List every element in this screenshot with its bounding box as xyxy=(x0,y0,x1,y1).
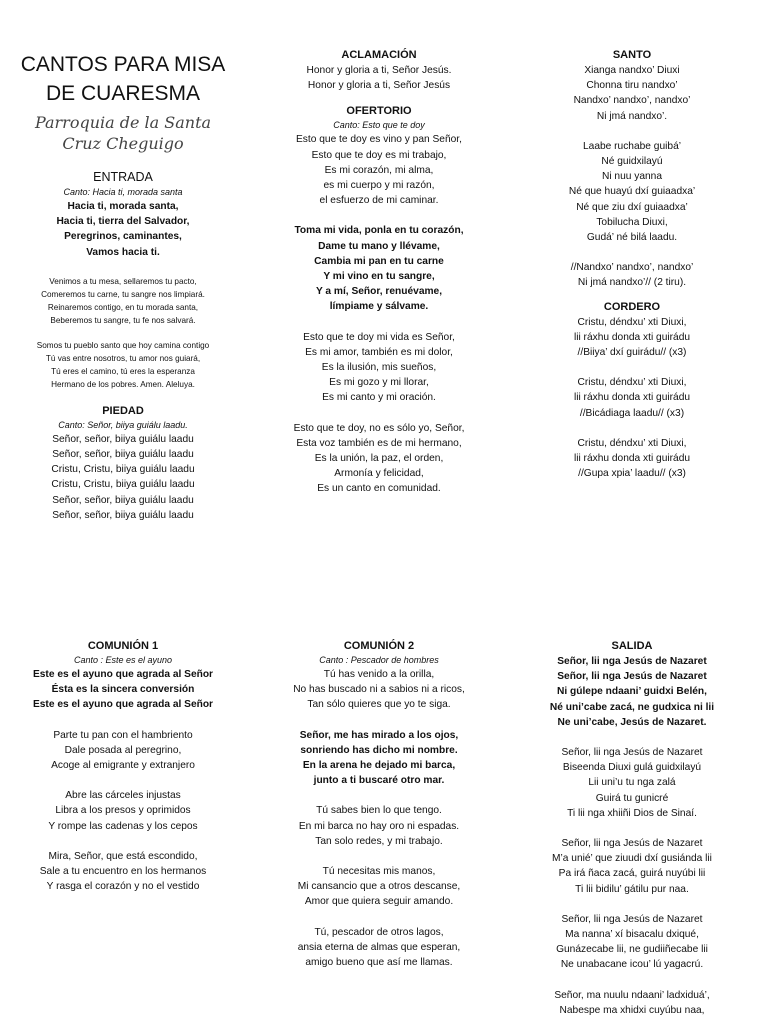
spacer xyxy=(4,713,242,728)
chorus-line: junto a ti buscaré otro mar. xyxy=(313,775,445,787)
section-title: OFERTORIO xyxy=(346,105,412,118)
verse-line: Esto que te doy, no es sólo yo, Señor, xyxy=(293,422,465,434)
verse-line: Biseenda Diuxi gulá guidxilayú xyxy=(562,762,702,774)
verse-line: Tan sólo quieres que yo te siga. xyxy=(307,699,451,711)
verse-line: M’a unié’ que ziuudi dxí gusiánda lii xyxy=(552,853,712,865)
chorus-line: Peregrinos, caminantes, xyxy=(64,231,182,243)
chorus-line: Hacia ti, tierra del Salvador, xyxy=(56,216,190,228)
verse-line: Tan solo redes, y mi trabajo. xyxy=(315,835,443,847)
verse-line: Esto que te doy es mi trabajo, xyxy=(311,149,447,161)
column-middle-bottom xyxy=(262,638,496,970)
verse-line: Es un canto en comunidad. xyxy=(317,483,441,495)
chorus-line: Señor, lii nga Jesús de Nazaret xyxy=(557,656,707,667)
chorus-line: Este es el ayuno que agrada al Señor xyxy=(32,699,214,711)
spacer xyxy=(4,834,242,849)
verse-line: Ni jmá nandxo’. xyxy=(596,110,668,122)
section-title: CORDERO xyxy=(603,300,661,313)
verse-line: Nandxo’ nandxo’, nandxo’ xyxy=(573,95,691,107)
verse-line: Esto que te doy es vino y pan Señor, xyxy=(296,134,462,146)
verse-line: Né que huayú dxí guiaadxa’ xyxy=(568,186,696,198)
verse-line: Es la unión, la paz, el orden, xyxy=(314,453,444,465)
verse-line: Reinaremos contigo, en tu morada santa, xyxy=(47,302,199,312)
verse-line: Honor y gloria a ti, Señor Jesús xyxy=(307,80,451,92)
section-title: ENTRADA xyxy=(93,170,153,184)
verse-line: Nabespe ma xhidxi cuyúbu naa, xyxy=(559,1004,705,1016)
verse-line: Ti lii bidilu’ gátilu pur naa. xyxy=(575,883,689,895)
verse-line: Tú eres el camino, tú eres la esperanza xyxy=(51,366,195,376)
verse-line: Tobilucha Diuxi, xyxy=(596,216,668,228)
chorus-line: límpiame y sálvame. xyxy=(329,301,429,313)
verse-line: Somos tu pueblo santo que hoy camina contigo xyxy=(36,340,210,350)
verse-line: Señor, ma nuulu ndaani’ ladxiduá’, xyxy=(554,989,710,1001)
verse-line: Esto que te doy mi vida es Señor, xyxy=(303,331,455,343)
verse-line: Ni jmá nandxo’// (2 tiru). xyxy=(577,277,687,289)
verse-line: Né guidxilayú xyxy=(601,156,663,168)
spacer xyxy=(512,124,752,139)
song-caption: Canto: Esto que te doy xyxy=(333,120,425,131)
chorus-line: sonriendo has dicho mi nombre. xyxy=(300,744,458,756)
spacer xyxy=(512,821,752,836)
verse-line: Señor, lii nga Jesús de Nazaret xyxy=(561,838,703,850)
spacer xyxy=(512,245,752,260)
verse-line: Parte tu pan con el hambriento xyxy=(53,729,193,741)
song-caption: Canto: Señor, biiya guiálu laadu. xyxy=(58,419,188,430)
verse-line: Tú necesitas mis manos, xyxy=(322,866,436,878)
title-line: DE CUARESMA xyxy=(45,82,201,105)
verse-line: Chonna tiru nandxo’ xyxy=(586,80,678,92)
verse-line: Señor, señor, biiya guiálu laadu xyxy=(52,449,194,461)
parish-name xyxy=(4,112,242,154)
verse-line: Ni nuu yanna xyxy=(601,171,663,183)
verse-line: En mi barca no hay oro ni espadas. xyxy=(298,820,460,832)
column-right xyxy=(512,47,752,481)
verse-line: Gudá’ né bilá laadu. xyxy=(586,232,678,244)
verse-line: Ne unabacane icou’ lú yagacrú. xyxy=(560,959,704,971)
verse-line: ansia eterna de almas que esperan, xyxy=(297,941,461,953)
verse-line: Venimos a tu mesa, sellaremos tu pacto, xyxy=(49,276,197,286)
column-middle xyxy=(262,47,496,497)
chorus-line: En la arena he dejado mi barca, xyxy=(302,760,456,772)
verse-line: //Gupa xpia’ laadu// (x3) xyxy=(578,468,686,480)
chorus-line: Ésta es la sincera conversión xyxy=(51,684,195,696)
verse-line: Tú sabes bien lo que tengo. xyxy=(316,805,442,817)
verse-line: Pa irá ñaca zacá, guirá nuyúbi lii xyxy=(558,868,706,880)
verse-line: Amor que quiera seguir amando. xyxy=(304,896,454,908)
verse-line: Es mi corazón, mi alma, xyxy=(324,164,434,176)
section-santo xyxy=(512,47,752,291)
verse-line: Mi cansancio que a otros descanse, xyxy=(297,881,461,893)
song-caption: Canto : Este es el ayuno xyxy=(73,655,173,665)
verse-line: Ti lii nga xhiiñi Dios de Sinaí. xyxy=(567,807,697,819)
verse-line: Dale posada al peregrino, xyxy=(64,744,182,756)
page-title xyxy=(4,50,242,108)
verse-line: Cristu, Cristu, biiya guiálu laadu xyxy=(51,479,195,491)
verse-line: el esfuerzo de mi caminar. xyxy=(319,195,439,207)
verse-line: Señor, señor, biiya guiálu laadu xyxy=(52,433,194,445)
verse-line: Tú vas entre nosotros, tu amor nos guiará, xyxy=(45,353,201,363)
spacer xyxy=(4,260,242,275)
verse-line: Es mi canto y mi oración. xyxy=(322,392,436,404)
verse-line: Hermano de los pobres. Amen. Aleluya. xyxy=(51,379,195,389)
verse-line: Beberemos tu sangre, tu fe nos salvará. xyxy=(50,315,196,325)
chorus-line: Ni gúlepe ndaani’ guidxi Belén, xyxy=(556,686,707,698)
verse-line: Señor, señor, biiya guiálu laadu xyxy=(52,494,194,506)
verse-line: //Bicádiaga laadu// (x3) xyxy=(579,407,685,419)
parish-line: Parroquia de la Santa xyxy=(34,113,212,132)
verse-line: Abre las cárceles injustas xyxy=(65,790,181,802)
section-title: COMUNIÓN 2 xyxy=(343,640,415,652)
spacer xyxy=(262,406,496,421)
verse-line: Gunázecabe lii, ne gudiiñecabe lii xyxy=(556,944,708,956)
verse-line: Tú, pescador de otros lagos, xyxy=(314,926,444,938)
verse-line: es mi cuerpo y mi razón, xyxy=(323,180,435,192)
section-title: SANTO xyxy=(612,49,652,61)
section-entrada xyxy=(4,168,242,391)
verse-line: lii ráxhu donda xti guirádu xyxy=(573,392,691,404)
verse-line: Esta voz también es de mi hermano, xyxy=(296,437,462,449)
spacer xyxy=(512,421,752,436)
column-left-bottom xyxy=(4,638,242,894)
section-title: ACLAMACIÓN xyxy=(341,49,417,61)
verse-line: Ma nanna’ xí bisacalu dxiqué, xyxy=(565,929,699,941)
verse-line: Sale a tu encuentro en los hermanos xyxy=(39,866,207,878)
verse-line: Cristu, déndxu’ xti Diuxi, xyxy=(577,377,687,389)
verse-line: Honor y gloria a ti, Señor Jesús. xyxy=(306,65,452,76)
section-comunion-1 xyxy=(4,638,242,894)
verse-line: Mira, Señor, que está escondido, xyxy=(48,850,198,862)
verse-line: lii ráxhu donda xti guirádu xyxy=(573,453,691,465)
verse-line: Xianga nandxo’ Diuxi xyxy=(584,65,680,76)
song-caption: Canto : Pescador de hombres xyxy=(319,655,439,665)
verse-line: Es la ilusión, mis sueños, xyxy=(321,362,437,374)
verse-line: Tú has venido a la orilla, xyxy=(323,669,435,680)
verse-line: Es mi gozo y mi llorar, xyxy=(329,377,429,389)
spacer xyxy=(4,327,242,339)
verse-line: Cristu, déndxu’ xti Diuxi, xyxy=(577,316,687,328)
verse-line: Armonía y felicidad, xyxy=(334,468,424,480)
verse-line: Es mi amor, también es mi dolor, xyxy=(305,346,453,358)
verse-line: Cristu, déndxu’ xti Diuxi, xyxy=(577,437,687,449)
column-right-bottom xyxy=(512,638,752,1018)
verse-line: amigo bueno que así me llamas. xyxy=(305,957,453,969)
section-salida xyxy=(512,638,752,1018)
chorus-line: Né uni’cabe zacá, ne gudxica ni lii xyxy=(549,701,715,713)
chorus-line: Señor, me has mirado a los ojos, xyxy=(299,729,459,741)
verse-line: Y rompe las cadenas y los cepos xyxy=(48,820,198,832)
chorus-line: Y mi vino en tu sangre, xyxy=(323,271,435,283)
title-line: CANTOS PARA MISA xyxy=(20,53,226,76)
song-caption: Canto: Hacia ti, morada santa xyxy=(63,187,183,197)
chorus-line: Y a mí, Señor, renuévame, xyxy=(315,286,443,298)
spacer xyxy=(262,713,496,728)
verse-line: Guirá tu gunicré xyxy=(595,792,669,804)
verse-line: No has buscado ni a sabios ni a ricos, xyxy=(293,684,465,696)
verse-line: Cristu, Cristu, biiya guiálu laadu xyxy=(51,464,195,476)
section-aclamacion xyxy=(262,47,496,93)
verse-line: Né que ziu dxí guiaadxa’ xyxy=(576,201,688,213)
chorus-line: Este es el ayuno que agrada al Señor xyxy=(32,669,214,680)
spacer xyxy=(512,973,752,988)
verse-line: Comeremos tu carne, tu sangre nos limpiará. xyxy=(41,289,205,299)
chorus-line: Vamos hacia ti. xyxy=(86,246,160,258)
chorus-line: Dame tu mano y llévame, xyxy=(318,240,440,252)
spacer xyxy=(512,730,752,745)
verse-line: Libra a los presos y oprimidos xyxy=(55,805,191,817)
chorus-line: Señor, lii nga Jesús de Nazaret xyxy=(557,671,707,683)
verse-line: Acoge al emigrante y extranjero xyxy=(51,760,195,772)
spacer xyxy=(262,208,496,223)
section-title: COMUNIÓN 1 xyxy=(87,640,159,652)
verse-line: Y rasga el corazón y no el vestido xyxy=(46,881,200,893)
chorus-line: Hacia ti, morada santa, xyxy=(67,201,179,212)
parish-line: Cruz Cheguigo xyxy=(62,134,184,153)
chorus-line: Ne uni’cabe, Jesús de Nazaret. xyxy=(557,716,707,728)
section-ofertorio xyxy=(262,103,496,496)
spacer xyxy=(262,788,496,803)
verse-line: //Biiya’ dxí guirádu// (x3) xyxy=(577,347,687,359)
chorus-line: Toma mi vida, ponla en tu corazón, xyxy=(294,225,464,237)
spacer xyxy=(4,773,242,788)
column-left xyxy=(4,50,242,523)
verse-line: Señor, señor, biiya guiálu laadu xyxy=(52,509,194,521)
chorus-line: Cambia mi pan en tu carne xyxy=(314,255,444,267)
verse-line: //Nandxo’ nandxo’, nandxo’ xyxy=(570,262,694,274)
section-cordero xyxy=(512,299,752,482)
spacer xyxy=(262,849,496,864)
verse-line: lii ráxhu donda xti guirádu xyxy=(573,331,691,343)
verse-line: Señor, lii nga Jesús de Nazaret xyxy=(561,747,703,759)
verse-line: Lii uni’u tu nga zalá xyxy=(588,777,676,789)
verse-line: Señor, lii nga Jesús de Nazaret xyxy=(561,913,703,925)
section-title: SALIDA xyxy=(611,640,653,652)
section-comunion-2 xyxy=(262,638,496,970)
spacer xyxy=(512,897,752,912)
spacer xyxy=(262,315,496,330)
section-piedad xyxy=(4,403,242,523)
spacer xyxy=(512,360,752,375)
verse-line: Laabe ruchabe guibá’ xyxy=(583,140,681,152)
spacer xyxy=(262,910,496,925)
section-title: PIEDAD xyxy=(102,404,144,417)
